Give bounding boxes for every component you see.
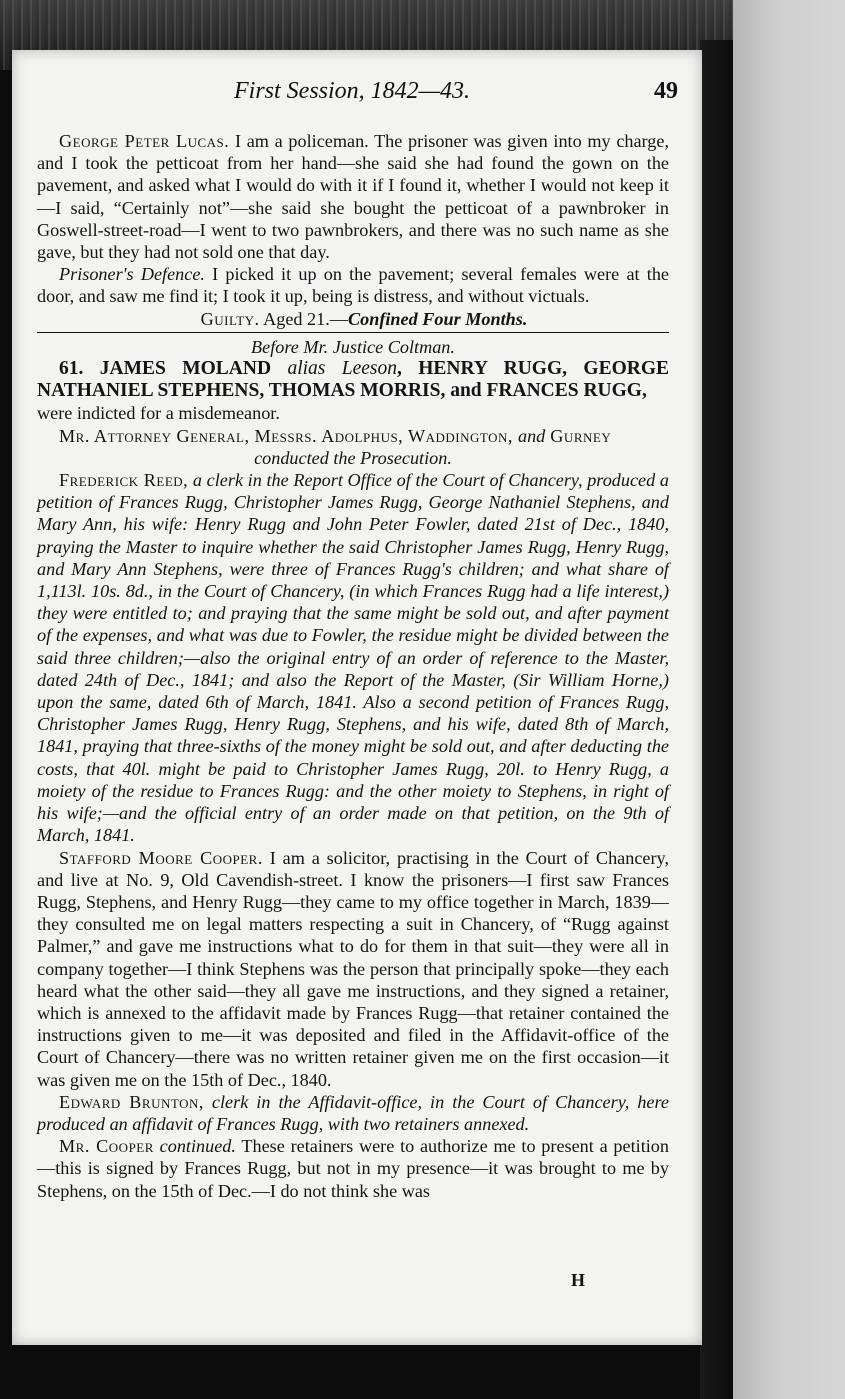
prisoner-defence <box>37 263 669 307</box>
continued-label: continued. <box>153 1136 236 1157</box>
verdict-word: Guilty. <box>200 308 260 329</box>
testimony-text: clerk in the Affidavit-office, in the Court of Chancery, here produced an affidavit of Frances Rugg, with two retainers annexed. <box>37 1091 669 1134</box>
page-header <box>12 78 702 112</box>
testimony-text: These retainers were to authorize me to present a petition—this is signed by Frances Rugg, but not in my presence—it was brought to me by Stephens, on the 15th of Dec.—I do not think she was <box>37 1136 669 1201</box>
testimony-reed <box>37 469 669 846</box>
indictment-line: were indicted for a misdemeanor. <box>37 403 280 424</box>
prosecution-conducted: conducted the Prosecution. <box>254 447 452 468</box>
page-number: 49 <box>654 78 678 104</box>
testimony-cooper <box>37 847 669 1091</box>
testimony-lucas <box>37 130 669 263</box>
testimony-brunton <box>37 1091 669 1135</box>
running-title: First Session, 1842—43. <box>233 78 470 104</box>
page-edge-shadow <box>700 40 735 1399</box>
counsel-and: and <box>517 425 546 446</box>
judge-line: Before Mr. Justice Coltman. <box>251 336 455 357</box>
witness-name: George Peter Lucas. <box>59 131 230 151</box>
book-page <box>12 50 702 1345</box>
witness-name: Mr. Cooper <box>59 1136 154 1157</box>
counsel-gurney: Gurney <box>545 425 612 446</box>
counsel-names: Mr. Attorney General, Messrs. Adolphus, Waddington, <box>59 425 518 446</box>
case-title-rest: , HENRY RUGG, GEORGE NATHANIEL STEPHENS, THOMAS MORRIS, and FRANCES RUGG, <box>37 358 669 402</box>
facing-page-margin <box>733 0 845 1399</box>
verdict-age: Aged 21.— <box>259 308 348 329</box>
testimony-text: a clerk in the Report Office of the Court of Chancery, produced a petition of Frances Rugg, Christopher James Rugg, George Nathaniel Stephens, and Mary Ann, his wife: Henry Rugg and John Peter Fowler, dated 21st of Dec., 1840, praying the Master to inquire whether the said Christopher James Rugg, Henry Rugg, and Mary Ann Stephens, were three of Frances Rugg's children; and what share of 1,113l. 10s. 8d., in the Court of Chancery, (in which Frances Rugg had a life interest,) they were entitled to; and praying that the same might be sold out, and after payment of the expenses, and what was due to Fowler, the residue might be divided between the said three children;—also the original entry of an order of reference to the Master, dated 24th of Dec., 1841; and also the Report of the Master, (Sir William Horne,) upon the same, dated 6th of March, 1841. Also a second petition of Frances Rugg, Christopher James Rugg, Henry Rugg, Stephens, and his wife, dated 8th of March, 1841, praying that three-sixths of the money might be sold out, and after deducting the costs, that 40l. might be paid to Christopher James Rugg, 20l. to Henry Rugg, a moiety of the residue to Frances Rugg: and the other moiety to Stephens, in right of his wife;—and the official entry of an order made on that petition, on the 9th of March, 1841. <box>37 470 669 846</box>
witness-name: Stafford Moore Cooper. <box>59 847 263 868</box>
verdict-line <box>37 308 669 330</box>
testimony-text: I am a solicitor, practising in the Court of Chancery, and live at No. 9, Old Cavendish-street. I know the prisoners—I first saw Frances Rugg, Stephens, and Henry Rugg—they came to my office together in March, 1839—they consulted me on legal matters respecting a suit in Chancery, of “Rugg against Palmer,” and gave me instructions what to do for them in that suit—they were all in company together—I think Stephens was the person that principally spoke—they each heard what the other said—they all gave me instructions, and they signed a retainer, which is annexed to the affidavit made by Frances Rugg—that retainer contained the instructions given to me—it was deposited and filed in the Affidavit-office of the Court of Chancery—there was no written retainer given me on the first occasion—it was given me on the 15th of Dec., 1840. <box>37 847 669 1090</box>
testimony-text: I am a policeman. The prisoner was given into my charge, and I took the petticoat from her hand—she said she had found the gown on the pavement, and asked what I would do with it if I found it, whether I would not keep it—I said, “Certainly not”—she said she bought the petticoat of a pawnbroker in Goswell-street-road—I went to two pawnbrokers, and there was no such name as she gave, but they had not sold one that day. <box>37 131 669 263</box>
prosecution-counsel <box>37 425 669 447</box>
case-title <box>37 358 669 402</box>
witness-name: Edward Brunton, <box>59 1091 204 1112</box>
verdict-sentence: Confined Four Months. <box>347 308 528 329</box>
defence-label: Prisoner's Defence. <box>59 264 205 285</box>
witness-name: Frederick Reed, <box>59 470 189 491</box>
case-alias: alias Leeson <box>287 358 397 380</box>
signature-mark: H <box>571 1270 586 1290</box>
defence-text: I picked it up on the pavement; several females were at the door, and saw me find it; I took it up, being is distress, and without victuals. <box>37 264 669 307</box>
case-divider <box>37 332 669 333</box>
page-body <box>37 130 669 1202</box>
testimony-cooper-continued <box>37 1135 669 1202</box>
case-title-prefix: 61. JAMES MOLAND <box>59 358 288 380</box>
